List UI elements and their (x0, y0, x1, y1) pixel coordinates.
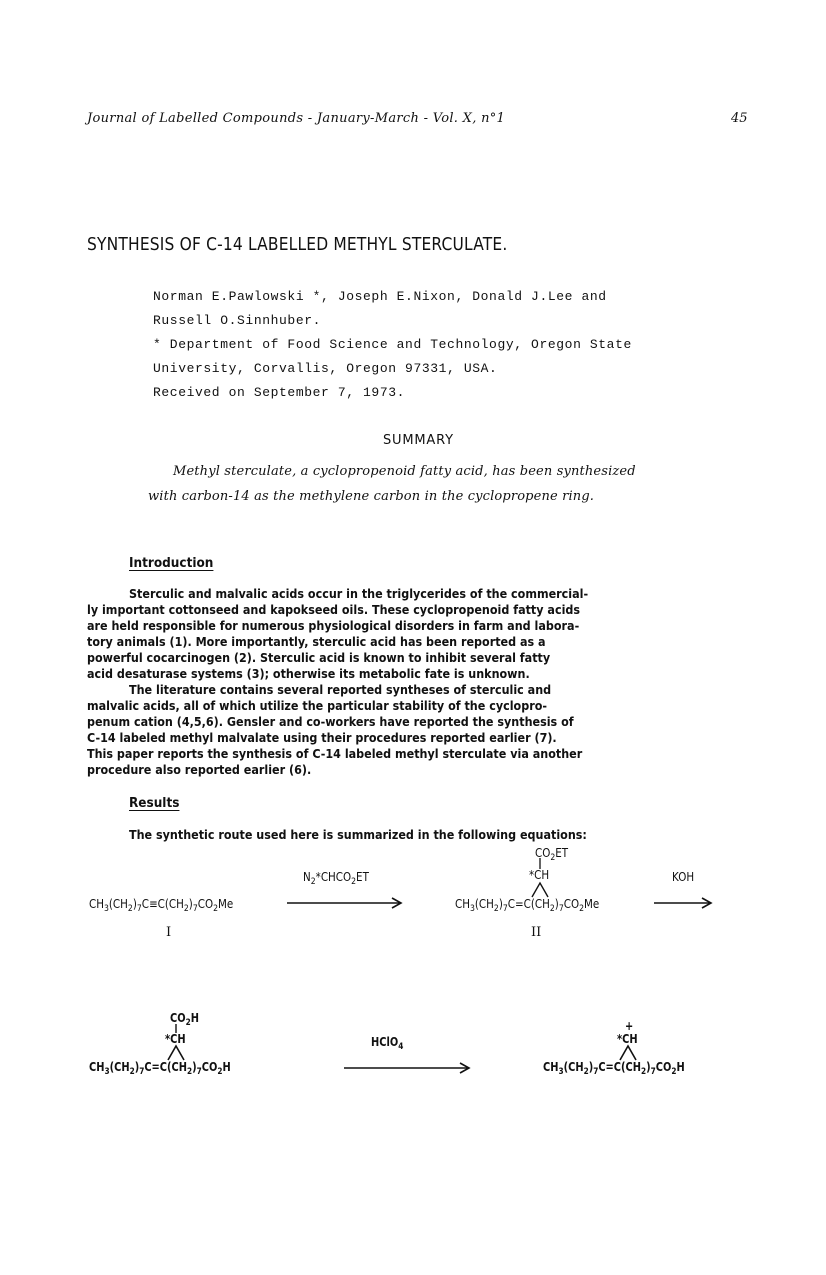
compound-III-labelled-ch: *CH (165, 1032, 186, 1046)
intro-line: malvalic acids, all of which utilize the particular stability of the cyclopro- (87, 699, 548, 713)
intro-line: Sterculic and malvalic acids occur in the triglycerides of the commercial- (129, 587, 589, 601)
compound-III-acid-group: $CO_2H$ (170, 1011, 199, 1028)
authors-line-1: Norman E.Pawlowski *, Joseph E.Nixon, Donald J.Lee and (153, 289, 607, 304)
intro-line: penum cation (4,5,6). Gensler and co-workers have reported the synthesis of (87, 715, 574, 729)
intro-line: are held responsible for numerous physiological disorders in farm and labora- (87, 619, 580, 633)
compound-I-formula: $CH_3(CH_2)_7C\equiv C(CH_2)_7CO_2Me$ (89, 897, 234, 914)
intro-line: procedure also reported earlier (6). (87, 763, 312, 777)
introduction-heading: Introduction (129, 556, 214, 571)
compound-I-label: I (166, 925, 172, 940)
reagent-koh: KOH (672, 870, 695, 884)
intro-line: acid desaturase systems (3); otherwise its metabolic fate is unknown. (87, 667, 530, 681)
running-head: Journal of Labelled Compounds - January-March - Vol. X, n°1 (87, 111, 506, 126)
intro-line: This paper reports the synthesis of C-14 labeled methyl sterculate via another (87, 747, 583, 761)
compound-II-label: II (531, 925, 542, 940)
compound-IV-formula: $CH_3(CH_2)_7C=C(CH_2)_7CO_2H$ (543, 1060, 685, 1077)
reaction-arrow-2 (654, 896, 714, 910)
intro-line: powerful cocarcinogen (2). Sterculic acid is known to inhibit several fatty (87, 651, 551, 665)
reaction-arrow-3 (344, 1061, 472, 1075)
affiliation-line-2: University, Corvallis, Oregon 97331, USA. (153, 361, 498, 376)
results-intro-line: The synthetic route used here is summarized in the following equations: (129, 828, 587, 842)
compound-II-formula: $CH_3(CH_2)_7C=C(CH_2)_7CO_2Me$ (455, 897, 600, 914)
intro-line: ly important cottonseed and kapokseed oils. These cyclopropenoid fatty acids (87, 603, 581, 617)
intro-line: The literature contains several reported syntheses of sterculic and (129, 683, 552, 697)
intro-line: tory animals (1). More importantly, sterculic acid has been reported as a (87, 635, 546, 649)
article-title: SYNTHESIS OF C-14 LABELLED METHYL STERCULATE. (87, 234, 508, 255)
affiliation-line-1: * Department of Food Science and Technology, Oregon State (153, 337, 632, 352)
page-number: 45 (731, 111, 748, 126)
reaction-arrow-1 (287, 896, 404, 910)
intro-line: C-14 labeled methyl malvalate using their procedures reported earlier (7). (87, 731, 557, 745)
summary-line-1: Methyl sterculate, a cyclopropenoid fatty acid, has been synthesized (173, 464, 636, 479)
compound-IV-labelled-ch: *CH (617, 1032, 638, 1046)
reagent-perchloric-acid: HClO$_4$ (371, 1035, 404, 1052)
received-date: Received on September 7, 1973. (153, 385, 406, 400)
cation-plus-charge: + (625, 1019, 634, 1033)
authors-line-2: Russell O.Sinnhuber. (153, 313, 322, 328)
compound-III-formula: $CH_3(CH_2)_7C=C(CH_2)_7CO_2H$ (89, 1060, 231, 1077)
results-heading: Results (129, 796, 180, 811)
compound-II-labelled-ch: *CH (529, 868, 550, 882)
summary-line-2: with carbon-14 as the methylene carbon in the cyclopropene ring. (148, 489, 595, 504)
reagent-ethyl-diazoacetate: $N_2*CHCO_2ET$ (303, 870, 369, 887)
summary-heading: SUMMARY (383, 433, 454, 448)
compound-II-ester-group: $CO_2ET$ (535, 846, 569, 863)
